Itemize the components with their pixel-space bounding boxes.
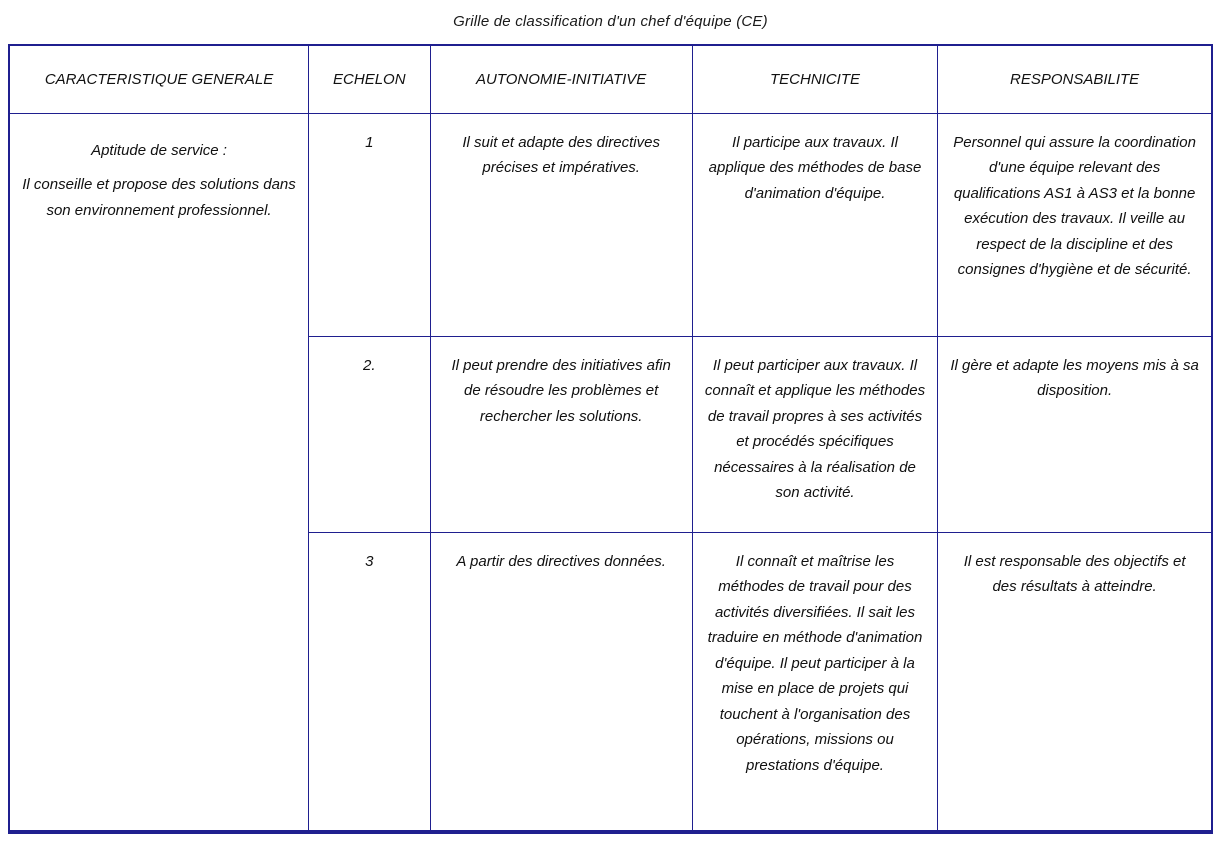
header-caracteristique-generale: CARACTERISTIQUE GENERALE xyxy=(9,45,309,113)
table-header-row xyxy=(9,45,1212,113)
cell-technicite-2: Il peut participer aux travaux. Il connaît et applique les méthodes de travail propres à ses activités et procédés spécifiques nécessaires à la réalisation de son activité. xyxy=(692,336,937,532)
header-echelon: ECHELON xyxy=(309,45,431,113)
header-autonomie-initiative: AUTONOMIE-INITIATIVE xyxy=(430,45,692,113)
header-technicite: TECHNICITE xyxy=(692,45,937,113)
cell-responsabilite-1: Personnel qui assure la coordination d'une équipe relevant des qualifications AS1 à AS3 et la bonne exécution des travaux. Il veille au respect de la discipline et des consignes d'hygiène et de sécurité. xyxy=(938,113,1212,336)
header-responsabilite: RESPONSABILITE xyxy=(938,45,1212,113)
cell-autonomie-1: Il suit et adapte des directives précises et impératives. xyxy=(430,113,692,336)
cell-responsabilite-2: Il gère et adapte les moyens mis à sa disposition. xyxy=(938,336,1212,532)
cell-responsabilite-3: Il est responsable des objectifs et des résultats à atteindre. xyxy=(938,532,1212,832)
cell-echelon-2: 2. xyxy=(309,336,431,532)
cell-echelon-3: 3 xyxy=(309,532,431,832)
cell-technicite-1: Il participe aux travaux. Il applique des méthodes de base d'animation d'équipe. xyxy=(692,113,937,336)
page-title: Grille de classification d'un chef d'équipe (CE) xyxy=(453,13,768,30)
table-row-echelon-1 xyxy=(9,113,1212,336)
classification-table xyxy=(8,44,1213,834)
caracteristique-body: Il conseille et propose des solutions dans son environnement professionnel. xyxy=(22,176,296,219)
cell-autonomie-2: Il peut prendre des initiatives afin de résoudre les problèmes et rechercher les solutions. xyxy=(430,336,692,532)
cell-autonomie-3: A partir des directives données. xyxy=(430,532,692,832)
cell-technicite-3: Il connaît et maîtrise les méthodes de travail pour des activités diversifiées. Il sait les traduire en méthode d'animation d'équipe. Il peut participer à la mise en place de projets qui touchent à l'organisation des opérations, missions ou prestations d'équipe. xyxy=(692,532,937,832)
caracteristique-heading: Aptitude de service : xyxy=(91,141,227,159)
cell-caracteristique-generale xyxy=(9,113,309,832)
cell-echelon-1: 1 xyxy=(309,113,431,336)
